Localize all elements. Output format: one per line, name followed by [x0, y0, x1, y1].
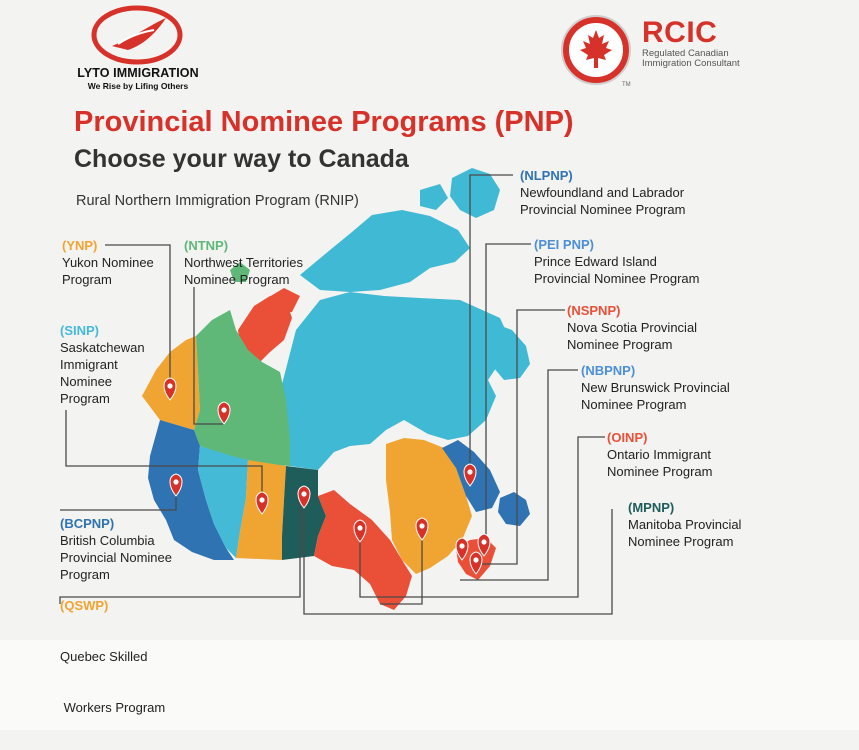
program-desc-line: Nova Scotia Provincial: [567, 320, 698, 335]
program-desc-line: Program: [62, 272, 112, 287]
program-desc: [581, 379, 730, 413]
program-sinp: [60, 323, 145, 407]
program-desc: [607, 446, 713, 480]
program-desc-line: Nominee: [60, 374, 113, 389]
program-desc: [534, 253, 699, 287]
program-oinp: [607, 430, 713, 480]
program-desc-line: Northwest Territories: [184, 255, 303, 270]
company-tagline: We Rise by Lifing Others: [87, 81, 189, 91]
program-code: (OINP): [607, 430, 648, 445]
badge-subtitle: [642, 49, 752, 69]
program-desc-line: Nominee Program: [567, 337, 673, 352]
program-code: (QSWP): [60, 598, 109, 613]
program-desc: [184, 254, 303, 288]
program-desc-line: Nominee Program: [607, 464, 713, 479]
program-desc-line: Provincial Nominee: [60, 550, 172, 565]
newfoundland-region: [498, 492, 530, 526]
program-desc: [60, 339, 145, 407]
program-nlpnp: [520, 168, 685, 218]
program-desc: [520, 184, 685, 218]
program-nbpnp: [581, 363, 730, 413]
program-bcpnp: [60, 516, 172, 583]
badge-subtitle-line2: Immigration Consultant: [642, 58, 740, 69]
program-code: (NLPNP): [520, 168, 573, 183]
program-desc-line: Manitoba Provincial: [628, 517, 742, 532]
badge-title: RCIC: [642, 16, 718, 49]
program-desc-line: Program: [60, 391, 110, 406]
program-desc-line: Prince Edward Island: [534, 254, 657, 269]
program-desc-line: Immigrant: [60, 357, 118, 372]
rcic-seal: [558, 12, 638, 92]
program-desc-line: Provincial Nominee Program: [534, 271, 700, 286]
program-qswp: [60, 598, 165, 750]
program-desc-line: New Brunswick Provincial: [581, 380, 730, 395]
program-desc-line: Workers Program: [60, 700, 166, 715]
program-desc: [60, 532, 172, 583]
sub-title: Choose your way to Canada: [74, 145, 409, 173]
program-code: (NTNP): [184, 238, 229, 253]
rnip-label: Rural Northern Immigration Program (RNIP): [76, 193, 359, 209]
badge-mark: TM: [622, 82, 631, 88]
program-desc-line: Newfoundland and Labrador: [520, 185, 685, 200]
program-peipnp: [534, 237, 699, 287]
program-nspnp: [567, 303, 697, 353]
program-desc-line: Ontario Immigrant: [607, 447, 712, 462]
program-desc-line: British Columbia: [60, 533, 155, 548]
program-desc: [628, 516, 741, 550]
program-code: (SINP): [60, 323, 99, 338]
program-code: (NBPNP): [581, 363, 636, 378]
program-desc-line: Nominee Program: [628, 534, 734, 549]
program-code: (NSPNP): [567, 303, 621, 318]
program-mpnp: [628, 500, 741, 550]
program-desc-line: Quebec Skilled: [60, 649, 148, 664]
program-desc-line: Provincial Nominee Program: [520, 202, 686, 217]
program-desc-line: Nominee Program: [184, 272, 290, 287]
lyto-logo: [62, 4, 212, 66]
company-name: LYTO IMMIGRATION: [77, 66, 199, 80]
program-ntnp: [184, 238, 303, 288]
program-desc-line: Yukon Nominee: [62, 255, 154, 270]
program-code: (MPNP): [628, 500, 675, 515]
program-desc-line: Program: [60, 567, 110, 582]
program-desc-line: Nominee Program: [581, 397, 687, 412]
badge-subtitle-line1: Regulated Canadian: [642, 48, 729, 59]
program-ynp: [62, 238, 154, 288]
main-title: Provincial Nominee Programs (PNP): [74, 106, 574, 138]
program-code: (PEI PNP): [534, 237, 594, 252]
program-code: (BCPNP): [60, 516, 115, 531]
program-desc-line: Saskatchewan: [60, 340, 145, 355]
program-desc: [62, 254, 154, 288]
program-code: (YNP): [62, 238, 98, 253]
program-desc: [567, 319, 697, 353]
